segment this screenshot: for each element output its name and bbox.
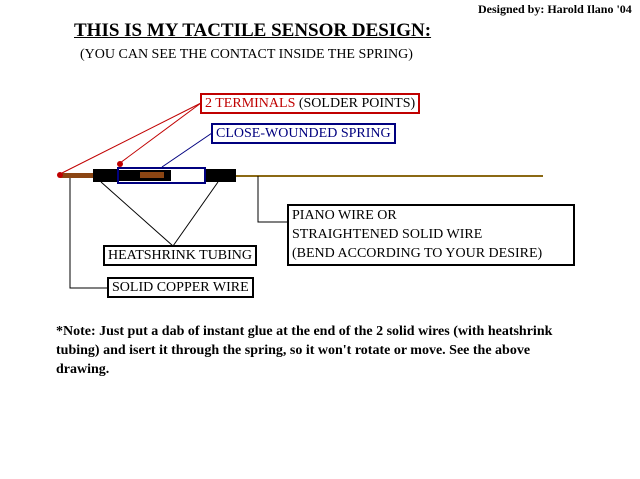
terminal-leader-line-right — [120, 103, 201, 163]
piano-wire-label-line2: STRAIGHTENED SOLID WIRE — [292, 227, 483, 242]
heatshrink-leader-right — [173, 182, 218, 246]
terminals-label — [200, 93, 420, 114]
piano-wire-label — [287, 204, 575, 266]
heatshrink-right — [206, 169, 236, 182]
piano-wire-label-line3: (BEND ACCORDING TO YOUR DESIRE) — [292, 246, 543, 261]
copper-wire-label: SOLID COPPER WIRE — [107, 277, 254, 298]
spring-leader-line — [162, 133, 212, 167]
copper-contact-tip — [140, 172, 164, 178]
copper-leader-line — [70, 178, 108, 288]
solder-point-right — [117, 161, 123, 167]
copper-wire-left — [60, 173, 94, 178]
terminal-leader-line-left — [60, 103, 201, 174]
terminals-label-paren: (SOLDER POINTS) — [298, 96, 416, 111]
piano-wire-label-line1: PIANO WIRE OR — [292, 208, 397, 223]
heatshrink-leader-left — [101, 182, 173, 246]
piano-leader-line — [258, 176, 288, 222]
terminals-label-main: 2 TERMINALS — [205, 96, 296, 111]
solder-point-left — [57, 172, 63, 178]
heatshrink-left — [93, 169, 119, 182]
note-text: *Note: Just put a dab of instant glue at the end of the 2 solid wires (with heatshrink tubing) and isert it through the spring, so it won't rotate or move. See the above drawing. — [56, 324, 553, 377]
designer-credit: Designed by: Harold Ilano '04 — [478, 2, 632, 16]
spring-label: CLOSE-WOUNDED SPRING — [211, 123, 396, 144]
page-title: THIS IS MY TACTILE SENSOR DESIGN: — [74, 20, 432, 41]
page-subtitle: (YOU CAN SEE THE CONTACT INSIDE THE SPRING) — [80, 47, 413, 62]
heatshrink-label: HEATSHRINK TUBING — [103, 245, 257, 266]
